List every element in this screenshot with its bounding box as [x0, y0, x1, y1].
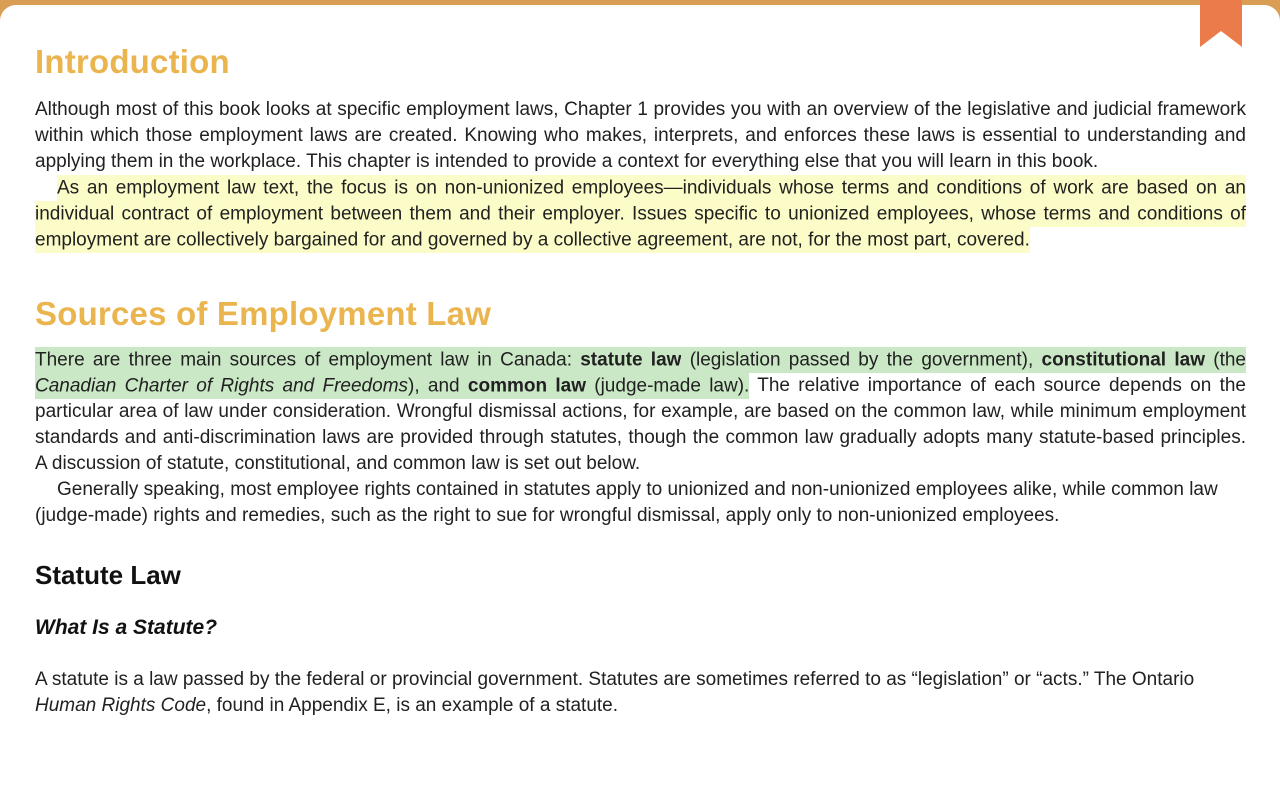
text-segment: statute law — [580, 347, 681, 373]
text-segment: (judge-made law). — [586, 373, 749, 399]
paragraph-sources-2 — [35, 477, 1246, 529]
text-segment: ), and — [408, 373, 468, 399]
text-segment: Human Rights Code — [35, 695, 207, 716]
section-heading-statute-law: Statute Law — [35, 560, 181, 590]
text-segment: The relative importance of each source depends on the particular area of law under consideration. Wrongful dismissal actions, for example, are based on the common law, while minimum employment standards and anti-discrimination laws are provided through statutes, though the common law gradually adopts many statute-based principles. A discussion of statute, constitutional, and common law is set out below. — [35, 375, 1246, 474]
section-heading-introduction: Introduction — [35, 43, 230, 80]
document-page — [0, 5, 1280, 800]
paragraph-intro-2-highlighted — [35, 175, 1246, 253]
text-segment: Although most of this book looks at specific employment laws, Chapter 1 provides you with an overview of the legislative and judicial framework within which those employment laws are created. Knowing who makes, interprets, and enforces these laws is essential to understanding and applying them in the workplace. This chapter is intended to provide a context for everything else that you will learn in this book. — [35, 99, 1246, 172]
paragraph-statute-1 — [35, 667, 1246, 719]
text-segment: Canadian Charter of Rights and Freedoms — [35, 373, 408, 399]
paragraph-intro-1 — [35, 97, 1246, 175]
text-segment: , found in Appendix E, is an example of a statute. — [206, 695, 619, 716]
paragraph-sources-1 — [35, 347, 1246, 477]
text-segment: (the — [1205, 347, 1246, 373]
text-segment: A statute is a law passed by the federal or provincial government. Statutes are sometimes referred to as “legislation” or “acts.” The Ontario — [35, 669, 1195, 690]
text-segment: constitutional law — [1042, 347, 1205, 373]
text-segment: Generally speaking, most employee rights contained in statutes apply to unionized and non-unionized employees alike, while common law (judge-made) rights and remedies, such as the right to sue for wrongful dismissal, apply only to non-unionized employees. — [35, 479, 1218, 526]
text-segment: common law — [468, 373, 586, 399]
text-segment: There are three main sources of employment law in Canada: — [35, 347, 580, 373]
subsection-heading-what-is-a-statute: What Is a Statute? — [35, 616, 218, 639]
text-segment: (legislation passed by the government), — [681, 347, 1041, 373]
text-segment: As an employment law text, the focus is on non-unionized employees—individuals whose terms and conditions of work are based on an individual contract of employment between them and their employer. Issues specific to unionized employees, whose terms and conditions of employment are collectively bargained for and governed by a collective agreement, are not, for the most part, covered. — [35, 175, 1246, 253]
section-heading-sources-of-employment-law: Sources of Employment Law — [35, 295, 492, 332]
